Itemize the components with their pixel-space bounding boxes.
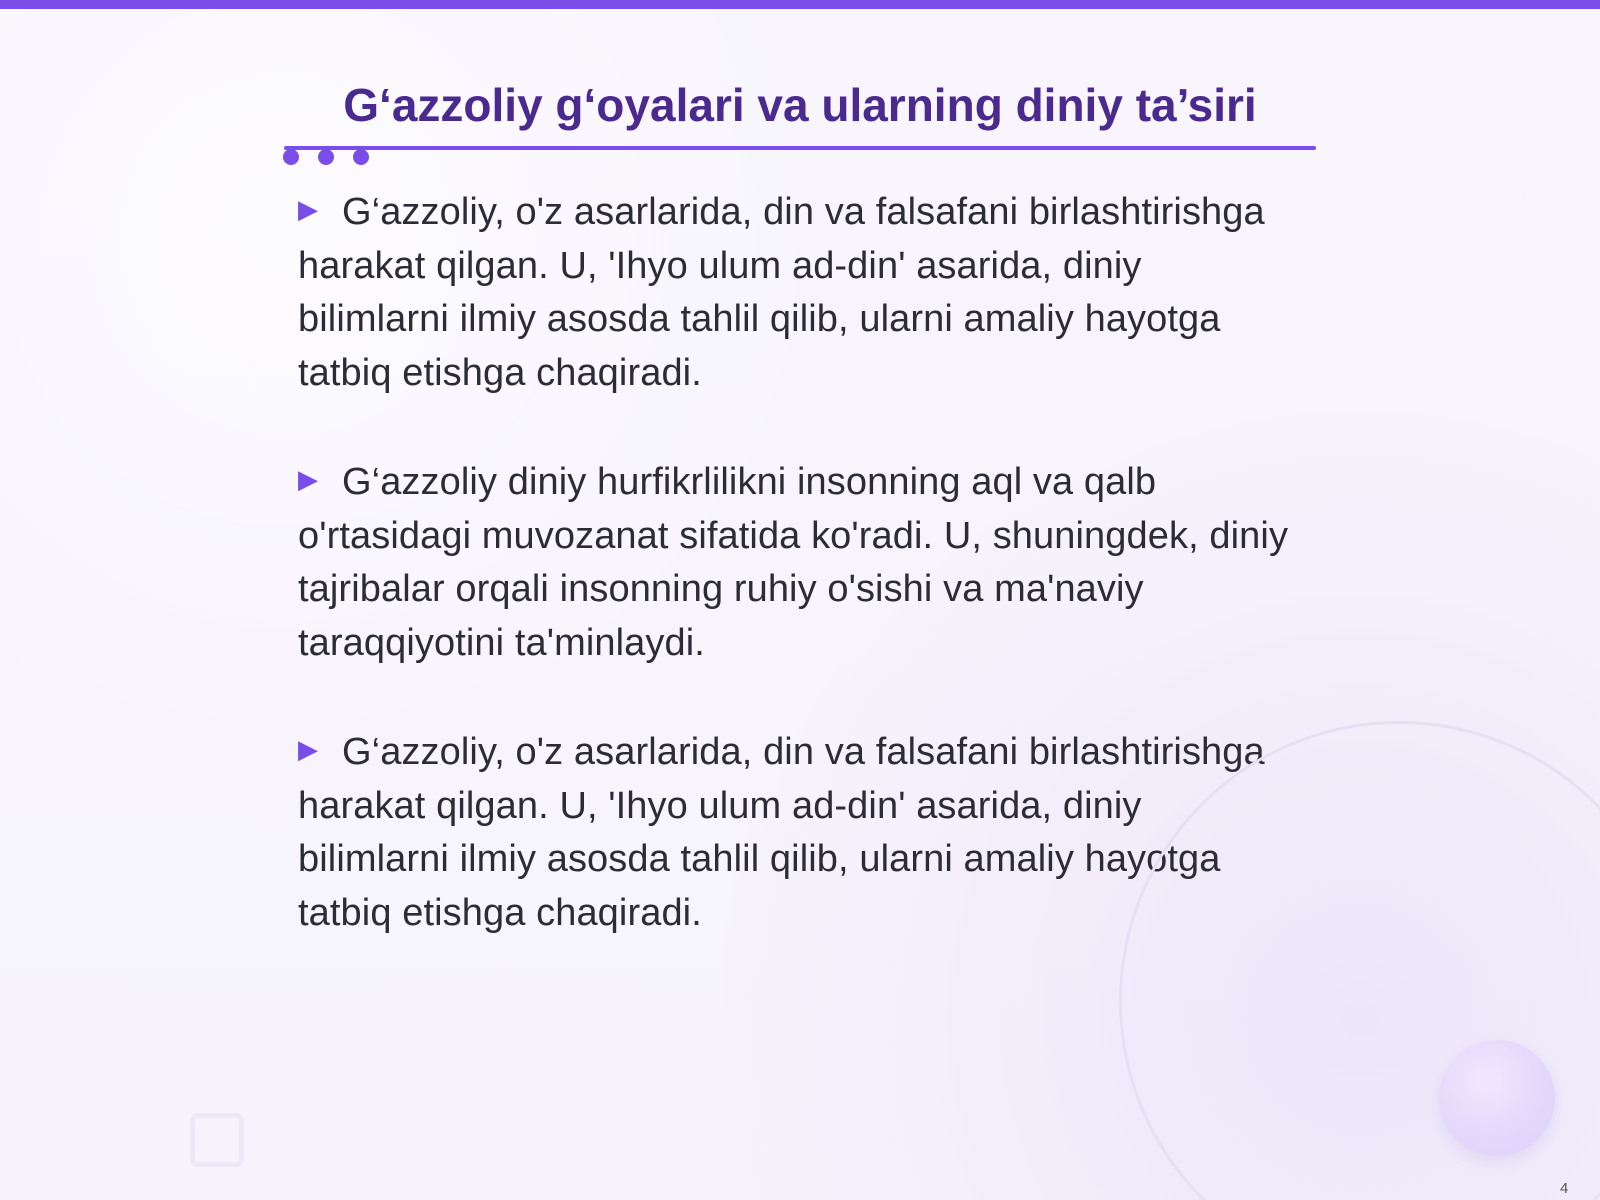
decorative-circle (1439, 1040, 1555, 1156)
title-dot-2 (318, 149, 334, 165)
slide-title: G‘azzoliy g‘oyalari va ularning diniy ta’siri (343, 79, 1257, 131)
title-underline (284, 146, 1316, 150)
decorative-square (190, 1113, 244, 1167)
bullet-paragraph-3-text: G‘azzoliy, o'z asarlarida, din va falsafani birlashtirishga harakat qilgan. U, 'Ihyo ulum ad-din' asarida, diniy bilimlarni ilmiy asosda tahlil qilib, ularni amaliy hayotga tatbiq etishga chaqiradi. (298, 731, 1265, 934)
bullet-list (298, 186, 1290, 940)
bullet-icon: ▶ (298, 734, 319, 764)
title-dot-3 (353, 149, 369, 165)
page-number: 4 (1560, 1180, 1569, 1197)
top-accent-bar (0, 0, 1600, 9)
bullet-paragraph-2-text: G‘azzoliy diniy hurfikrlilikni insonning aql va qalb o'rtasidagi muvozanat sifatida ko'radi. U, shuningdek, diniy tajribalar orqali insonning ruhiy o'sishi va ma'naviy taraqqiyotini ta'minlaydi. (298, 461, 1289, 664)
title-dot-1 (283, 149, 299, 165)
bullet-paragraph-1 (298, 186, 1290, 400)
bullet-icon: ▶ (298, 464, 319, 494)
bullet-icon: ▶ (298, 194, 319, 224)
bullet-paragraph-1-text: G‘azzoliy, o'z asarlarida, din va falsafani birlashtirishga harakat qilgan. U, 'Ihyo ulum ad-din' asarida, diniy bilimlarni ilmiy asosda tahlil qilib, ularni amaliy hayotga tatbiq etishga chaqiradi. (298, 191, 1265, 394)
bullet-paragraph-2 (298, 456, 1290, 670)
